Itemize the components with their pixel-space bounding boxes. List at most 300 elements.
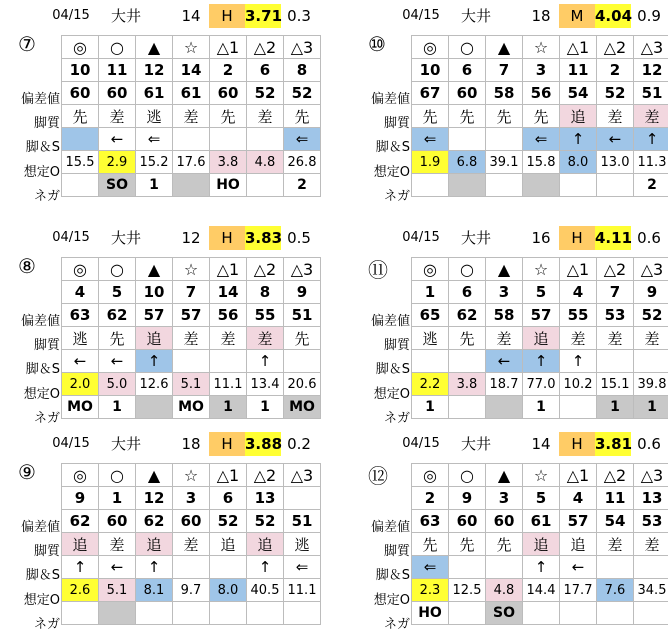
table-row <box>62 128 321 151</box>
race-venue: 大井 <box>460 435 491 453</box>
nega-cell <box>247 602 284 625</box>
leg-cell <box>173 128 210 151</box>
race-diff: 0.6 <box>637 229 661 247</box>
deviation-cell: 52 <box>284 82 321 105</box>
nega-cell: HO <box>412 602 449 625</box>
style-cell: 先 <box>449 327 486 350</box>
symbol-cell: △3 <box>284 258 321 281</box>
race-number: ⑫ <box>368 464 388 488</box>
row-label: ネガ <box>383 189 410 204</box>
gate-cell: 12 <box>136 59 173 82</box>
odds-cell: 2.6 <box>62 579 99 602</box>
odds-cell: 5.1 <box>99 579 136 602</box>
symbol-cell: △2 <box>597 36 634 59</box>
leg-cell: ← <box>99 350 136 373</box>
style-cell: 追 <box>136 327 173 350</box>
gate-cell: 6 <box>449 281 486 304</box>
gate-cell: 7 <box>486 59 523 82</box>
table-row <box>62 556 321 579</box>
row-label: ネガ <box>383 411 410 426</box>
table-row <box>62 36 321 59</box>
symbol-cell: ▲ <box>136 36 173 59</box>
deviation-cell: 53 <box>634 510 668 533</box>
gate-cell: 14 <box>210 281 247 304</box>
table-row <box>412 281 668 304</box>
race-grid <box>61 463 321 625</box>
symbol-cell: △1 <box>210 36 247 59</box>
odds-cell: 3.8 <box>210 151 247 174</box>
leg-cell: ← <box>560 556 597 579</box>
odds-cell: 5.1 <box>173 373 210 396</box>
symbol-cell: △2 <box>597 258 634 281</box>
symbol-cell: ◎ <box>62 464 99 487</box>
symbol-cell: △1 <box>560 464 597 487</box>
deviation-cell: 56 <box>210 304 247 327</box>
odds-cell: 34.5 <box>634 579 668 602</box>
symbol-cell: △1 <box>560 258 597 281</box>
symbol-cell: ○ <box>449 258 486 281</box>
table-row <box>62 258 321 281</box>
symbol-cell: △1 <box>210 258 247 281</box>
odds-cell: 9.7 <box>173 579 210 602</box>
race-runners: 12 <box>181 229 201 247</box>
gate-cell: 3 <box>173 487 210 510</box>
row-label: 脚＆S <box>25 362 60 377</box>
table-row <box>62 304 321 327</box>
odds-cell: 12.5 <box>449 579 486 602</box>
table-row <box>62 350 321 373</box>
race-top-odds: 3.81 <box>595 432 631 456</box>
race-block-7 <box>4 4 316 204</box>
style-cell: 追 <box>62 533 99 556</box>
nega-cell <box>634 602 668 625</box>
gate-cell: 4 <box>560 281 597 304</box>
race-mark: H <box>209 432 245 456</box>
nega-cell <box>62 174 99 197</box>
odds-cell: 12.6 <box>136 373 173 396</box>
deviation-cell: 52 <box>210 510 247 533</box>
deviation-cell: 60 <box>173 510 210 533</box>
gate-cell: 13 <box>247 487 284 510</box>
leg-cell <box>284 350 321 373</box>
race-runners: 18 <box>531 7 551 25</box>
deviation-cell: 60 <box>210 82 247 105</box>
table-row <box>412 327 668 350</box>
symbol-cell: △3 <box>284 464 321 487</box>
race-runners: 14 <box>181 7 201 25</box>
odds-cell: 2.2 <box>412 373 449 396</box>
table-row <box>412 128 668 151</box>
leg-cell: ⇐ <box>412 556 449 579</box>
row-label: ネガ <box>33 189 60 204</box>
leg-cell: ↑ <box>136 556 173 579</box>
style-cell: 追 <box>247 533 284 556</box>
deviation-cell: 65 <box>412 304 449 327</box>
odds-cell: 3.8 <box>449 373 486 396</box>
style-cell: 差 <box>634 105 668 128</box>
nega-cell <box>449 396 486 419</box>
race-diff: 0.9 <box>637 7 661 25</box>
odds-cell: 77.0 <box>523 373 560 396</box>
race-mark: H <box>559 432 595 456</box>
leg-cell: ← <box>62 350 99 373</box>
row-label: 脚＆S <box>375 568 410 583</box>
leg-cell <box>173 556 210 579</box>
table-row <box>62 487 321 510</box>
nega-cell: MO <box>173 396 210 419</box>
table-row <box>62 373 321 396</box>
row-label: 脚質 <box>33 544 60 559</box>
leg-cell <box>634 556 668 579</box>
row-label: 脚＆S <box>375 362 410 377</box>
symbol-cell: △3 <box>634 464 668 487</box>
symbol-cell: △1 <box>210 464 247 487</box>
deviation-cell: 67 <box>412 82 449 105</box>
table-row <box>412 59 668 82</box>
row-label: 想定O <box>373 165 410 180</box>
symbol-cell: ☆ <box>523 36 560 59</box>
gate-cell: 12 <box>634 59 668 82</box>
leg-cell <box>597 350 634 373</box>
style-cell: 先 <box>486 533 523 556</box>
row-label: 脚＆S <box>25 568 60 583</box>
deviation-cell: 57 <box>523 304 560 327</box>
row-label: ネガ <box>383 617 410 632</box>
nega-cell: MO <box>284 396 321 419</box>
race-top-odds: 4.11 <box>595 226 631 250</box>
style-cell: 差 <box>486 327 523 350</box>
gate-cell: 7 <box>173 281 210 304</box>
deviation-cell: 54 <box>597 510 634 533</box>
gate-cell: 9 <box>634 281 668 304</box>
row-label: 脚＆S <box>375 140 410 155</box>
race-venue: 大井 <box>460 7 491 25</box>
odds-cell: 15.1 <box>597 373 634 396</box>
table-row <box>412 373 668 396</box>
race-number: ⑪ <box>368 258 388 282</box>
leg-cell <box>449 128 486 151</box>
race-grid <box>411 257 668 419</box>
leg-cell <box>210 556 247 579</box>
nega-cell: 2 <box>284 174 321 197</box>
odds-cell: 5.0 <box>99 373 136 396</box>
deviation-cell: 53 <box>597 304 634 327</box>
nega-cell: 1 <box>597 396 634 419</box>
symbol-cell: ○ <box>449 464 486 487</box>
style-cell: 逃 <box>412 327 449 350</box>
race-date: 04/15 <box>402 8 440 23</box>
symbol-cell: ◎ <box>412 36 449 59</box>
race-top-odds: 3.71 <box>245 4 281 28</box>
gate-cell: 2 <box>597 59 634 82</box>
race-date: 04/15 <box>402 230 440 245</box>
symbol-cell: △2 <box>247 258 284 281</box>
odds-cell: 2.9 <box>99 151 136 174</box>
race-block-9 <box>4 432 316 632</box>
gate-cell: 7 <box>597 281 634 304</box>
race-number: ⑧ <box>18 254 36 278</box>
row-label: 脚＆S <box>25 140 60 155</box>
race-diff: 0.3 <box>287 7 311 25</box>
gate-cell: 11 <box>560 59 597 82</box>
leg-cell <box>173 350 210 373</box>
odds-cell: 18.7 <box>486 373 523 396</box>
symbol-cell: △1 <box>560 36 597 59</box>
style-cell: 先 <box>449 105 486 128</box>
leg-cell: ↑ <box>560 350 597 373</box>
odds-cell: 39.1 <box>486 151 523 174</box>
nega-cell <box>284 602 321 625</box>
odds-cell: 10.2 <box>560 373 597 396</box>
symbol-cell: ◎ <box>412 464 449 487</box>
nega-cell <box>173 602 210 625</box>
style-cell: 逃 <box>62 327 99 350</box>
table-row <box>412 304 668 327</box>
symbol-cell: △2 <box>597 464 634 487</box>
row-label: ネガ <box>33 411 60 426</box>
race-block-11 <box>354 226 666 426</box>
style-cell: 先 <box>412 533 449 556</box>
table-row <box>412 105 668 128</box>
nega-cell: 1 <box>523 396 560 419</box>
race-block-10 <box>354 4 666 204</box>
nega-cell <box>486 174 523 197</box>
deviation-cell: 54 <box>560 82 597 105</box>
symbol-cell: △3 <box>284 36 321 59</box>
deviation-cell: 60 <box>62 82 99 105</box>
deviation-cell: 60 <box>486 510 523 533</box>
race-date: 04/15 <box>52 8 90 23</box>
row-label: 脚質 <box>383 116 410 131</box>
leg-cell: ⇐ <box>523 128 560 151</box>
nega-cell <box>412 174 449 197</box>
deviation-cell: 63 <box>62 304 99 327</box>
style-cell: 差 <box>634 327 668 350</box>
style-cell: 先 <box>99 327 136 350</box>
nega-cell <box>62 602 99 625</box>
style-cell: 先 <box>486 105 523 128</box>
leg-cell: ↑ <box>634 128 668 151</box>
row-label: 偏差値 <box>370 92 410 107</box>
style-cell: 追 <box>523 533 560 556</box>
table-row <box>412 350 668 373</box>
race-header <box>354 4 666 28</box>
nega-cell <box>523 602 560 625</box>
style-cell: 差 <box>247 327 284 350</box>
race-number: ⑩ <box>368 32 386 56</box>
row-label: 想定O <box>373 387 410 402</box>
odds-cell: 2.3 <box>412 579 449 602</box>
style-cell: 追 <box>560 533 597 556</box>
row-label: 偏差値 <box>370 520 410 535</box>
deviation-cell: 52 <box>247 510 284 533</box>
row-label: ネガ <box>33 617 60 632</box>
gate-cell: 11 <box>597 487 634 510</box>
style-cell: 差 <box>99 105 136 128</box>
deviation-cell: 55 <box>247 304 284 327</box>
race-runners: 16 <box>531 229 551 247</box>
style-cell: 差 <box>247 105 284 128</box>
race-grid <box>411 35 668 197</box>
nega-cell: SO <box>99 174 136 197</box>
odds-cell: 4.8 <box>486 579 523 602</box>
nega-cell: MO <box>62 396 99 419</box>
nega-cell <box>560 396 597 419</box>
race-date: 04/15 <box>52 436 90 451</box>
style-cell: 差 <box>210 327 247 350</box>
race-diff: 0.6 <box>637 435 661 453</box>
leg-cell: ↑ <box>523 350 560 373</box>
style-cell: 先 <box>284 327 321 350</box>
odds-cell: 8.0 <box>560 151 597 174</box>
leg-cell: ↑ <box>247 556 284 579</box>
odds-cell: 39.8 <box>634 373 668 396</box>
table-row <box>62 151 321 174</box>
style-cell: 先 <box>62 105 99 128</box>
leg-cell: ↑ <box>560 128 597 151</box>
leg-cell <box>449 556 486 579</box>
race-number: ⑨ <box>18 460 36 484</box>
odds-cell: 15.8 <box>523 151 560 174</box>
odds-cell: 2.0 <box>62 373 99 396</box>
deviation-cell: 57 <box>560 510 597 533</box>
odds-cell: 1.9 <box>412 151 449 174</box>
gate-cell: 9 <box>449 487 486 510</box>
table-row <box>412 602 668 625</box>
style-cell: 先 <box>412 105 449 128</box>
nega-cell: HO <box>210 174 247 197</box>
gate-cell: 10 <box>412 59 449 82</box>
symbol-cell: △3 <box>634 258 668 281</box>
row-label: 想定O <box>373 593 410 608</box>
row-label: 想定O <box>23 593 60 608</box>
table-row <box>412 174 668 197</box>
table-row <box>62 105 321 128</box>
race-venue: 大井 <box>110 229 141 247</box>
leg-cell: ← <box>486 350 523 373</box>
table-row <box>412 533 668 556</box>
row-label: 脚質 <box>33 116 60 131</box>
deviation-cell: 52 <box>597 82 634 105</box>
nega-cell <box>136 602 173 625</box>
deviation-cell: 61 <box>173 82 210 105</box>
table-row <box>62 533 321 556</box>
race-grid <box>61 35 321 197</box>
gate-cell: 3 <box>523 59 560 82</box>
table-row <box>62 396 321 419</box>
leg-cell <box>412 350 449 373</box>
deviation-cell: 57 <box>173 304 210 327</box>
symbol-cell: ◎ <box>412 258 449 281</box>
gate-cell: 1 <box>99 487 136 510</box>
symbol-cell: ▲ <box>486 464 523 487</box>
race-top-odds: 3.88 <box>245 432 281 456</box>
style-cell: 差 <box>560 327 597 350</box>
leg-cell: ← <box>597 128 634 151</box>
gate-cell: 3 <box>486 281 523 304</box>
gate-cell: 5 <box>99 281 136 304</box>
gate-cell: 8 <box>284 59 321 82</box>
gate-cell: 9 <box>284 281 321 304</box>
odds-cell: 8.0 <box>210 579 247 602</box>
race-header <box>354 226 666 250</box>
leg-cell <box>62 128 99 151</box>
symbol-cell: ▲ <box>486 258 523 281</box>
deviation-cell: 58 <box>486 82 523 105</box>
nega-cell <box>99 602 136 625</box>
leg-cell <box>634 350 668 373</box>
gate-cell: 2 <box>412 487 449 510</box>
gate-cell: 8 <box>247 281 284 304</box>
nega-cell <box>560 174 597 197</box>
nega-cell: 1 <box>247 396 284 419</box>
nega-cell <box>523 174 560 197</box>
race-mark: H <box>209 4 245 28</box>
race-header <box>4 226 316 250</box>
table-row <box>62 464 321 487</box>
leg-cell <box>597 556 634 579</box>
leg-cell <box>486 128 523 151</box>
symbol-cell: △2 <box>247 464 284 487</box>
race-top-odds: 3.83 <box>245 226 281 250</box>
table-row <box>412 82 668 105</box>
nega-cell <box>486 396 523 419</box>
symbol-cell: ○ <box>99 36 136 59</box>
leg-cell: ← <box>99 556 136 579</box>
leg-cell: ↑ <box>247 350 284 373</box>
leg-cell: ↑ <box>523 556 560 579</box>
symbol-cell: △3 <box>634 36 668 59</box>
row-label: 偏差値 <box>20 314 60 329</box>
nega-cell <box>597 602 634 625</box>
table-row <box>412 579 668 602</box>
style-cell: 差 <box>634 533 668 556</box>
race-diff: 0.5 <box>287 229 311 247</box>
leg-cell <box>449 350 486 373</box>
symbol-cell: ☆ <box>173 464 210 487</box>
leg-cell: ← <box>99 128 136 151</box>
gate-cell: 10 <box>136 281 173 304</box>
nega-cell: 1 <box>634 396 668 419</box>
race-mark: H <box>209 226 245 250</box>
leg-cell: ↑ <box>136 350 173 373</box>
deviation-cell: 62 <box>136 510 173 533</box>
symbol-cell: ▲ <box>486 36 523 59</box>
deviation-cell: 51 <box>284 510 321 533</box>
style-cell: 追 <box>210 533 247 556</box>
nega-cell: 1 <box>210 396 247 419</box>
symbol-cell: △2 <box>247 36 284 59</box>
deviation-cell: 51 <box>634 82 668 105</box>
odds-cell: 26.8 <box>284 151 321 174</box>
table-row <box>62 579 321 602</box>
deviation-cell: 62 <box>449 304 486 327</box>
row-label: 偏差値 <box>370 314 410 329</box>
gate-cell: 4 <box>560 487 597 510</box>
nega-cell <box>597 174 634 197</box>
symbol-cell: ◎ <box>62 36 99 59</box>
leg-cell: ↑ <box>62 556 99 579</box>
row-label: 想定O <box>23 387 60 402</box>
deviation-cell: 58 <box>486 304 523 327</box>
gate-cell: 1 <box>412 281 449 304</box>
style-cell: 逃 <box>136 105 173 128</box>
table-row <box>412 510 668 533</box>
odds-cell: 14.4 <box>523 579 560 602</box>
race-block-8 <box>4 226 316 426</box>
table-row <box>62 327 321 350</box>
race-header <box>4 432 316 456</box>
